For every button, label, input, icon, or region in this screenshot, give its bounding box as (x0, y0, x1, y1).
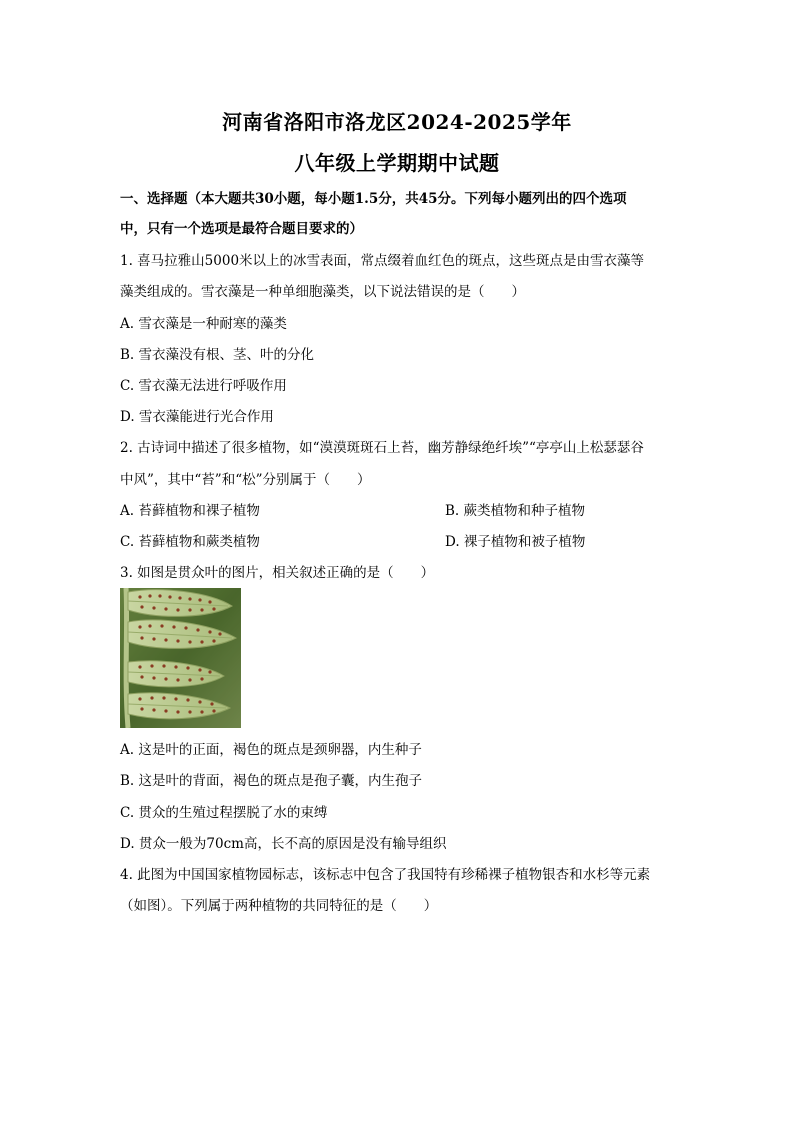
fern-leaf-image (120, 588, 241, 728)
fern-leaf-illustration (120, 588, 241, 728)
title-line-1: 河南省洛阳市洛龙区2024-2025学年 (222, 110, 572, 134)
section-heading-line-2: 中，只有一个选项是最符合题目要求的） (120, 221, 363, 237)
q1-stem-line-2: 藻类组成的。雪衣藻是一种单细胞藻类，以下说法错误的是（ ） (120, 284, 525, 300)
q3-option-c: C. 贯众的生殖过程摆脱了水的束缚 (120, 805, 328, 821)
q3-option-d: D. 贯众一般为70cm高，长不高的原因是没有输导组织 (120, 836, 447, 852)
section-heading-line-1: 一、选择题（本大题共30小题，每小题1.5分，共45分。下列每小题列出的四个选项 (120, 191, 627, 207)
q1-option-c: C. 雪衣藻无法进行呼吸作用 (120, 378, 287, 394)
q4-stem-line-2: （如图）。下列属于两种植物的共同特征的是（ ） (120, 898, 438, 914)
title-line-2: 八年级上学期期中试题 (294, 151, 500, 175)
q1-option-d: D. 雪衣藻能进行光合作用 (120, 409, 274, 425)
q1-stem-line-1: 1. 喜马拉雅山5000米以上的冰雪表面，常点缀着血红色的斑点，这些斑点是由雪衣藻等 (120, 253, 645, 269)
q1-option-a: A. 雪衣藻是一种耐寒的藻类 (120, 316, 287, 332)
q1-option-b: B. 雪衣藻没有根、茎、叶的分化 (120, 347, 315, 363)
q2-option-a: A. 苔藓植物和裸子植物 (120, 503, 260, 519)
q3-option-a: A. 这是叶的正面，褐色的斑点是颈卵器，内生种子 (120, 742, 422, 758)
q2-option-d: D. 裸子植物和被子植物 (445, 534, 586, 550)
q3-stem: 3. 如图是贯众叶的图片，相关叙述正确的是（ ） (120, 565, 435, 581)
q2-stem-line-1: 2. 古诗词中描述了很多植物，如“漠漠斑斑石上苔，幽芳静绿绝纤埃”“亭亭山上松瑟瑟谷 (120, 440, 644, 456)
q2-option-c: C. 苔藓植物和蕨类植物 (120, 534, 260, 550)
q2-option-b: B. 蕨类植物和种子植物 (445, 503, 586, 519)
q3-option-b: B. 这是叶的背面，褐色的斑点是孢子囊，内生孢子 (120, 773, 423, 789)
q4-stem-line-1: 4. 此图为中国国家植物园标志，该标志中包含了我国特有珍稀裸子植物银杏和水杉等元素 (120, 867, 651, 883)
q2-stem-line-2: 中风”，其中“苔”和“松”分别属于（ ） (120, 472, 371, 488)
